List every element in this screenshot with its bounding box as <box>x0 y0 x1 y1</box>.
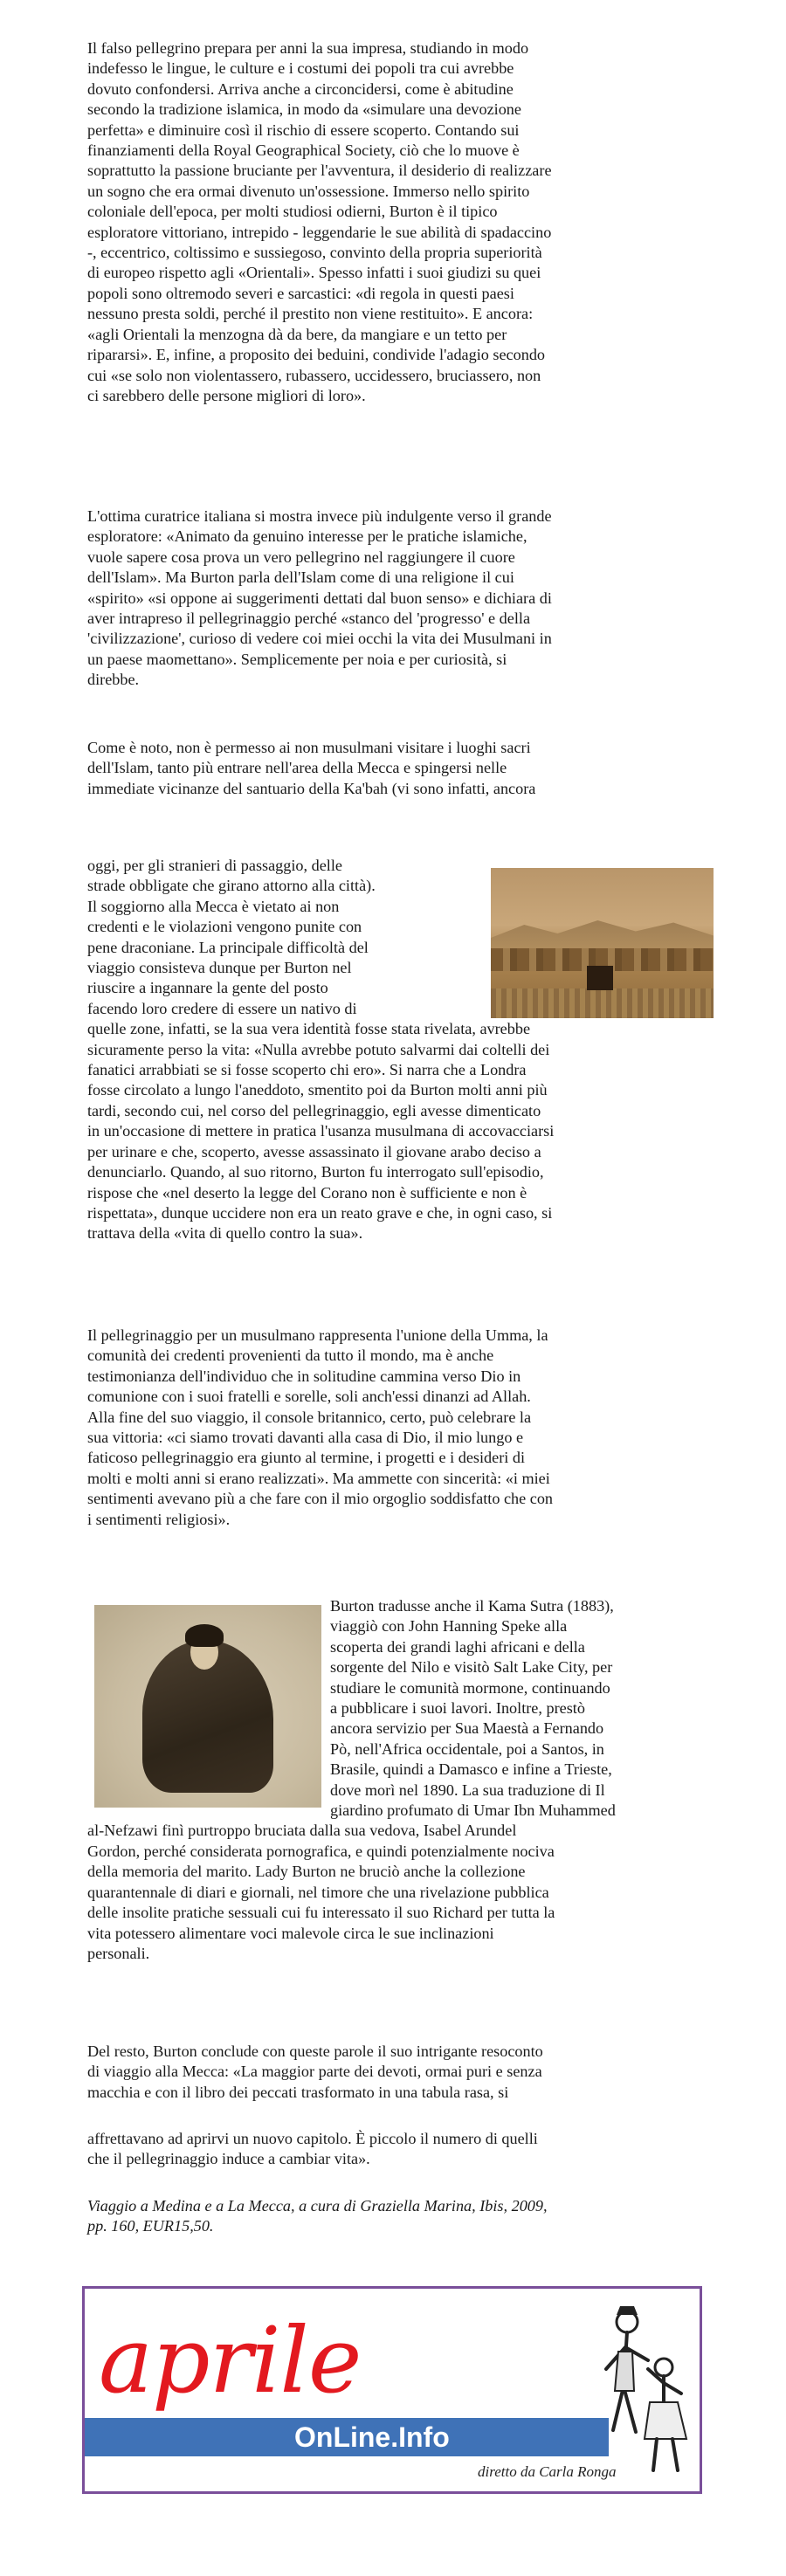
dancing-figures-icon <box>596 2299 692 2478</box>
paragraph-text: affrettavano ad aprirvi un nuovo capitolo. È piccolo il numero di quelli che il pellegrinaggio induce a cambiar vita». <box>87 2130 538 2168</box>
article-paragraph-8 <box>87 2129 716 2170</box>
book-citation <box>87 2196 716 2237</box>
paragraph-text-wrapped: Burton tradusse anche il Kama Sutra (1883), viaggiò con John Hanning Speke alla scoperta dei grandi laghi africani e della sorgente del Nilo e visitò Salt Lake City, per studiare le comunità mormone, continuando a pubblicare i suoi lavori. Inoltre, prestò ancora servizio per Sua Maestà a Fernando Pò, nell'Africa occidentale, poi a Santos, in Brasile, quindi a Damasco e infine a Trieste, dove morì nel 1890. La sua traduzione di Il giardino profumato di Umar Ibn Muhammed <box>330 1597 616 1820</box>
aprile-online-banner[interactable] <box>82 2286 702 2494</box>
article-paragraph-1 <box>87 38 716 406</box>
paragraph-text-wrapped: oggi, per gli stranieri di passaggio, delle strade obbligate che girano attorno alla città). Il soggiorno alla Mecca è vietato ai non credenti e le violazioni vengono punite con pene draconiane. La principale difficoltà del viaggio consisteva dunque per Burton nel riuscire a ingannare la gente del posto facendo loro credere di essere un nativo di <box>87 857 376 1017</box>
paragraph-text: Come è noto, non è permesso ai non musulmani visitare i luoghi sacri dell'Islam, tanto più entrare nell'area della Mecca e spingersi nelle immediate vicinanze del santuario della Ka'bah (vi sono infatti, ancora <box>87 739 536 797</box>
aprile-logo: aprile <box>99 2307 362 2414</box>
article-paragraph-7 <box>87 2042 716 2103</box>
paragraph-text: quelle zone, infatti, se la sua vera identità fosse stata rivelata, avrebbe sicuramente perso la vita: «Nulla avrebbe potuto salvarmi dai coltelli dei fanatici arrabbiati se si fosse scoperto chi ero». Si narra che a Londra fosse circolato a lungo l'aneddoto, smentito poi da Burton molti anni più tardi, secondo cui, nel corso del pellegrinaggio, egli avesse dimenticato in un'occasione di mettere in pratica l'usanza musulmana di accovacciarsi per urinare e che, scoperto, avesse assassinato il giovane arabo deciso a denunciarlo. Quando, al suo ritorno, Burton fu interrogato sull'episodio, rispose che «nel deserto la legge del Corano non è sufficiente e non è rispettata», dunque uccidere non era un reato grave e che, in ogni caso, si trattava della «vita di quello contro la sua». <box>87 1020 555 1243</box>
article-paragraph-4 <box>87 856 716 1244</box>
paragraph-text: L'ottima curatrice italiana si mostra invece più indulgente verso il grande esploratore: «Animato da genuino interesse per le pratiche islamiche, vuole sapere cosa prova un vero pellegrino nel raggiungere il cuore dell'Islam». Ma Burton parla dell'Islam come di una religione il cui «spirito» «si oppone ai suggerimenti dettati dal buon senso» e dichiara di aver intrapreso il pellegrinaggio perché «stanco del 'progresso' e della 'civilizzazione', curioso di vedere coi miei occhi la vita dei Musulmani in un paese maomettano». Semplicemente per noia e per curiosità, si direbbe. <box>87 507 552 689</box>
site-name: OnLine.Info <box>294 2421 450 2453</box>
banner-byline: diretto da Carla Ronga <box>478 2463 617 2480</box>
paragraph-text: Del resto, Burton conclude con queste parole il suo intrigante resoconto di viaggio alla Mecca: «La maggior parte dei devoti, ormai puri e senza macchia e con il libro dei peccati trasformato in una tabula rasa, si <box>87 2042 543 2101</box>
article-paragraph-2 <box>87 506 716 691</box>
article-paragraph-3 <box>87 738 716 799</box>
paragraph-text: al-Nefzawi finì purtroppo bruciata dalla sua vedova, Isabel Arundel Gordon, perché considerata pornografica, e quindi potenzialmente nociva della memoria del marito. Lady Burton ne bruciò anche la collezione quarantennale di diari e giornali, nel timore che una rivelazione pubblica delle insolite pratiche sessuali cui fu interessato il suo Richard per tutta la vita potessero alimentare voci malevole circa le sue inclinazioni personali. <box>87 1822 555 1962</box>
citation-text: Viaggio a Medina e a La Mecca, a cura di Graziella Marina, Ibis, 2009, pp. 160, EUR15,50. <box>87 2197 548 2235</box>
paragraph-text: Il falso pellegrino prepara per anni la sua impresa, studiando in modo indefesso le lingue, le culture e i costumi dei popoli tra cui avrebbe dovuto confondersi. Arriva anche a circoncidersi, come è abitudine secondo la tradizione islamica, in modo da «simulare una devozione perfetta» e diminuire così il rischio di essere scoperto. Contando sui finanziamenti della Royal Geographical Society, ciò che lo muove è soprattutto la passione bruciante per l'avventura, il desiderio di realizzare un sogno che era ormai divenuto un'ossessione. Immerso nello spirito coloniale dell'epoca, per molti studiosi odierni, Burton è il tipico esploratore vittoriano, intrepido - leggendarie le sue abilità di spadaccino -, eccentrico, coltissimo e sussiegoso, convinto della propria superiorità di europeo rispetto agli «Orientali». Spesso infatti i suoi giudizi su quei popoli sono oltremodo severi e sarcastici: «di regola in questi paesi nessuno presta soldi, perché il prestito non viene restituito». E ancora: «agli Orientali la menzogna dà da bere, da mangiare e un tetto per ripararsi». E, infine, a proposito dei beduini, condivide l'adagio secondo cui «se solo non violentassero, rubassero, uccidessero, bruciassero, non ci sarebbero delle persone migliori di loro». <box>87 39 552 404</box>
article-paragraph-6 <box>87 1596 716 1964</box>
article-paragraph-5 <box>87 1326 716 1530</box>
paragraph-text: Il pellegrinaggio per un musulmano rappresenta l'unione della Umma, la comunità dei credenti provenienti da tutto il mondo, ma è anche testimonianza dell'individuo che in solitudine cammina verso Dio in comunione con i suoi fratelli e sorelle, soli anch'essi dinanzi ad Allah. Alla fine del suo viaggio, il console britannico, certo, può celebrare la sua vittoria: «ci siamo trovati davanti alla casa di Dio, il mio lungo e faticoso pellegrinaggio era giunto al termine, i progetti e i desideri di molti e molti anni si erano realizzati». Ma ammette con sincerità: «i miei sentimenti avevano più a che fare con il mio orgoglio soddisfatto che con i sentimenti religiosi». <box>87 1326 554 1528</box>
